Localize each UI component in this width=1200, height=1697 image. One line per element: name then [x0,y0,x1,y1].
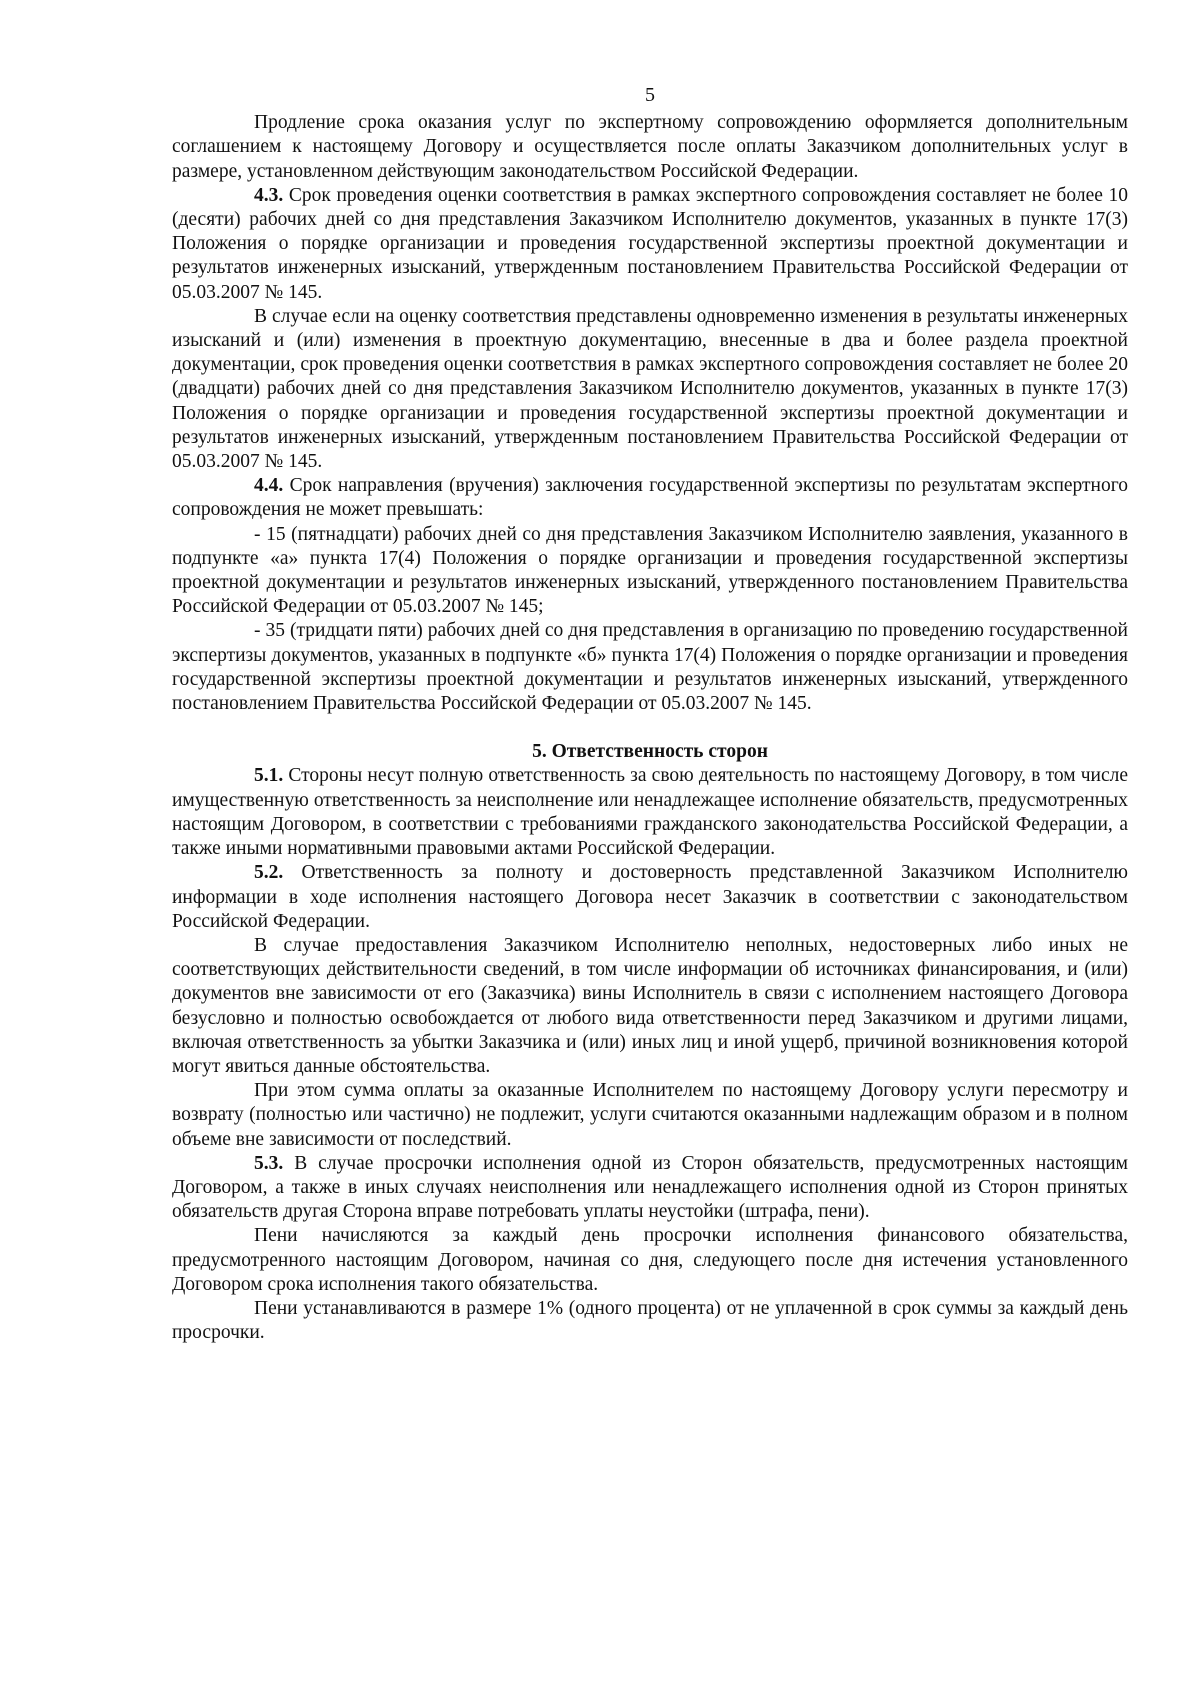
paragraph-text: Пени устанавливаются в размере 1% (одного процента) от не уплаченной в срок суммы за каждый день просрочки. [172,1297,1128,1344]
paragraph-5-3-rate [172,1297,1128,1345]
paragraph-5-1 [172,764,1128,861]
paragraph-text: При этом сумма оплаты за оказанные Исполнителем по настоящему Договору услуги пересмотру и возврату (полностью или частично) не подлежит, услуги считаются оказанными надлежащим образом и в полном объеме вне зависимости от последствий. [172,1080,1128,1150]
document-page [172,83,1128,1345]
page-number: 5 [645,84,655,106]
paragraph-text: - 15 (пятнадцати) рабочих дней со дня представления Заказчиком Исполнителю заявления, указанного в подпункте «а» пункта 17(4) Положения о порядке организации и проведения государственной экспертизы проектной документации и результатов инженерных изысканий, утвержденного постановлением Правительства Российской Федерации от 05.03.2007 № 145; [172,523,1128,618]
list-item [172,619,1128,716]
clause-number: 4.4. [254,475,284,497]
paragraph-4-3 [172,184,1128,305]
paragraph-text: В случае если на оценку соответствия представлены одновременно изменения в результаты инженерных изысканий и (или) изменения в проектную документацию, внесенные в два и более раздела проектной документации, срок проведения оценки соответствия в рамках экспертного сопровождения составляет не более 20 (двадцати) рабочих дней со дня представления Заказчиком Исполнителю документов, указанных в пункте 17(3) Положения о порядке организации и проведения государственной экспертизы проектной документации и результатов инженерных изысканий, утвержденным постановлением Правительства Российской Федерации от 05.03.2007 № 145. [172,305,1128,473]
paragraph-text: Ответственность за полноту и достоверность представленной Заказчиком Исполнителю информации в ходе исполнения настоящего Договора несет Заказчик в соответствии с законодательством Российской Федерации. [172,862,1128,932]
paragraph-text: Срок проведения оценки соответствия в рамках экспертного сопровождения составляет не более 10 (десяти) рабочих дней со дня представления Заказчиком Исполнителю документов, указанных в пункте 17(3) Положения о порядке организации и проведения государственной экспертизы проектной документации и результатов инженерных изысканий, утвержденным постановлением Правительства Российской Федерации от 05.03.2007 № 145. [172,184,1129,303]
list-item [172,523,1128,620]
paragraph-text: Стороны несут полную ответственность за свою деятельность по настоящему Договору, в том числе имущественную ответственность за неисполнение или ненадлежащее исполнение обязательств, предусмотренных настоящим Договором, в соответствии с требованиями гражданского законодательства Российской Федерации, а также иными нормативными правовыми актами Российской Федерации. [172,765,1128,860]
paragraph-text: Пени начисляются за каждый день просрочки исполнения финансового обязательства, предусмотренного настоящим Договором, начиная со дня, следующего после дня истечения установленного Договором срока исполнения такого обязательства. [172,1225,1128,1295]
paragraph-text: Срок направления (вручения) заключения государственной экспертизы по результатам экспертного сопровождения не может превышать: [172,475,1128,521]
paragraph-4-3-continued [172,305,1128,474]
clause-number: 5.2. [254,862,284,884]
paragraph-5-3-penalty [172,1224,1128,1297]
paragraph-text: Продление срока оказания услуг по экспертному сопровождению оформляется дополнительным соглашением к настоящему Договору и осуществляется после оплаты Заказчиком дополнительных услуг в размере, установленном действующим законодательством Российской Федерации. [172,112,1128,182]
paragraph-text: - 35 (тридцати пяти) рабочих дней со дня представления в организацию по проведению государственной экспертизы документов, указанных в подпункте «б» пункта 17(4) Положения о порядке организации и проведения государственной экспертизы проектной документации и результатов инженерных изысканий, утвержденного постановлением Правительства Российской Федерации от 05.03.2007 № 145. [172,620,1128,715]
clause-number: 4.3. [254,184,284,206]
paragraph-5-2-payment [172,1079,1128,1152]
clause-number: 5.1. [254,765,284,787]
paragraph-5-2 [172,861,1128,934]
paragraph-text: В случае просрочки исполнения одной из Сторон обязательств, предусмотренных настоящим Договором, а также в иных случаях неисполнения или ненадлежащего исполнения одной из Сторон принятых обязательств другая Сторона вправе потребовать уплаты неустойки (штрафа, пени). [172,1152,1128,1223]
section-heading: 5. Ответственность сторон [532,741,768,763]
paragraph-4-4 [172,474,1128,522]
paragraph-text: В случае предоставления Заказчиком Исполнителю неполных, недостоверных либо иных не соответствующих действительности сведений, в том числе информации об источниках финансирования, и (или) документов вне зависимости от его (Заказчика) вины Исполнитель в связи с исполнением настоящего Договора безусловно и полностью освобождается от любого вида ответственности перед Заказчиком и другими лицами, включая ответственность за убытки Заказчика и (или) иных лиц и иной ущерб, причиной возникновения которой могут явиться данные обстоятельства. [172,934,1128,1077]
clause-number: 5.3. [254,1152,284,1174]
paragraph-5-2-continued [172,934,1128,1079]
paragraph-extension [172,111,1128,184]
paragraph-5-3 [172,1152,1128,1225]
